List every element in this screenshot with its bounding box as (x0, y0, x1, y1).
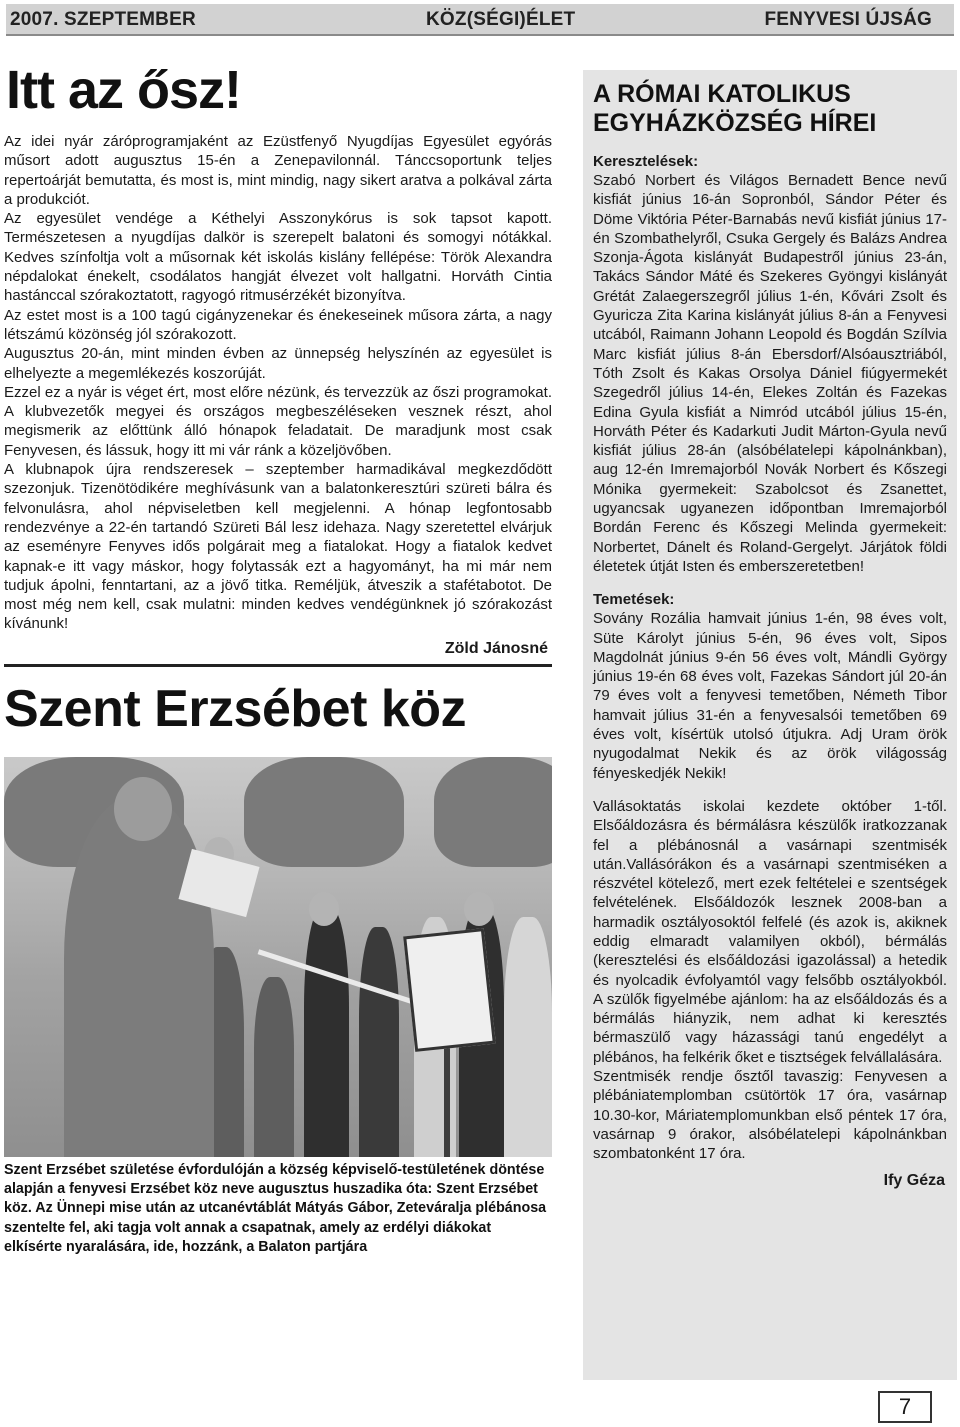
article-paragraph: Az estet most is a 100 tagú cigányzenekar és énekeseinek műsora zárta, a nagy létszámú közönség jól szórakozott. (4, 306, 552, 343)
article-paragraph: Ezzel ez a nyár is véget ért, most előre nézünk, és tervezzük az őszi programokat. A klubvezetők megyei és országos megbeszéléseken vesznek részt, ahol megismerik az előttünk álló hónapok feladatait. De maradjunk most csak Fenyvesen, és lássuk, hogy itt mi vár ránk a közeljövőben. (4, 383, 552, 459)
photo-person (254, 977, 294, 1157)
page-number: 7 (878, 1391, 932, 1423)
page-header (6, 4, 954, 36)
left-column (4, 50, 552, 1257)
parish-news-sidebar (583, 70, 957, 1380)
photo-head (309, 892, 339, 926)
funerals-text: Sovány Rozália hamvait június 1-én, 98 éves volt, Süte Károlyt június 5-én, 96 éves volt, Sipos Magdolnát június 9-én 56 éves volt, Mándli György június 19-én 68 éves volt, Fazekas Sándort júl 20-án 79 éves volt a fenyvesi temetőben, Németh Tibor hamvait július 31-én a fenyvesalsói temetőben 69 éves volt, kísértük utolsó útjukra. Adj Uram örök nyugodalmat Nekik és az örök világosság fényeskedjék Nekik! (593, 610, 947, 782)
ceremony-photo (4, 757, 552, 1157)
header-date: 2007. SZEPTEMBER (10, 9, 196, 30)
funerals-heading: Temetések: (593, 591, 675, 609)
photo-head (114, 777, 172, 841)
baptisms-heading: Keresztelések: (593, 153, 699, 170)
photo-caption: Szent Erzsébet születése évfordulóján a község képviselő-testületének döntése alapján a fenyvesi Erzsébet köz neve augusztus huszadika óta: Szent Erzsébet köz. Az Ünnepi mise után az utcanévtáblát Mátyás Gábor, Zeteváralja plébánosa szentelte fel, aki tagja volt annak a csapatnak, amely az erdélyi diákokat elkísérte nyaralására, ide, hozzánk, a Balaton partjára (4, 1161, 547, 1255)
sidebar-title: A RÓMAI KATOLIKUS EGYHÁZKÖZSÉG HÍREI (593, 80, 877, 137)
spacer (583, 576, 957, 590)
photo-sign-post (444, 1037, 450, 1157)
header-section: KÖZ(SÉGI)ÉLET (426, 9, 576, 30)
article-signature: Zöld Jánosné (444, 639, 548, 657)
article-paragraph: Az egyesület vendége a Kéthelyi Asszonykórus is sok tapsot kapott. Természetesen a nyugdíjas dalkör is szerepelt balatoni és somogyi nótákkal. Kedves színfoltja volt a műsornak két iskolás kislány fellépése: Török Alexandra népdalokat énekelt, csodálatos hangját élvezet volt hallgatni. Horváth Cintia hastánccal szórakoztatott, ragyogó ritmusérzékét bizonyítva. (4, 210, 552, 305)
article-paragraph: Augusztus 20-án, mint minden évben az ünnepség helyszínén az egyesület is elhelyezte a megemlékezés koszorúját. (4, 345, 552, 382)
photo-person (304, 907, 349, 1157)
article-paragraph: Az idei nyár záróprogramjaként az Ezüstfenyő Nyugdíjas Egyesület egyórás műsort adott augusztus 15-én a Zenepavilonnál. Tánccsoportunk teljes repertoárját bemutatta, és most is, mint mindig, nagy sikert aratva a polkával zárta a produkciót. (4, 133, 552, 208)
education-text: Vallásoktatás iskolai kezdete október 1-től. Elsőáldozásra és bérmálásra készülők iratkozzanak fel a plébánosnál a vasárnapi szentmisék után.Vallásórákon és a vasárnapi szentmiséken a részvétel kötelező, mert ezek feltételei e szentségek felvételének. Elsőáldozók lesznek 2008-ban a harmadik osztályosoktól felfelé (és azok is, akiknek eddig elmaradt valamilyen okból), bérmálás (keresztelési és elsőáldozási igazolással) a hetedik és nyolcadik évfolyamtól vagy felsőbb osztályokból. A szülők figyelmébe ajánlom: ha az elsőáldozás és a bérmálás hiányzik, nem adhat ki keresztés bérmaszülő vagy házassági tanú engedélyt a plébános, ha felkérik őket e tisztségek felvállalására. (593, 797, 947, 1066)
mass-schedule-text: Szentmisék rendje ősztől tavaszig: Fenyvesen a plébániatemplomban csütörtök 17 óra, vasárnap 10.30-kor, Máriatemplomunkban első péntek 17 óra, vasárnap 9 órakor, alsóbélatelepi kápolnánkban szombatonként 17 óra. (593, 1068, 947, 1163)
photo-person (504, 917, 552, 1157)
article-paragraph: A klubnapok újra rendszeresek – szeptember harmadikával megkezdődött szezonjuk. Tizenötödikére meghívásunk van a balatonkeresztúri szüreti bálra és felvonulásra, ahol népviseletben kell megjelenni. A hónap legfontosabb rendezvénye a 22-én tartandó Szüreti Bál lesz idehaza. Nagy szeretettel elvárjuk az eseményre Fenyves idős polgárait meg a fiatalokat. Hogy a fiatalok kedvet kapnak-e itt vagy máskor, hogy folytassák ezt a hagyományt, ha mi már nem tudjuk ápolni, fenntartani, az a jövő titka. Reméljük, átveszik a stafétabotot. De most még nem kell, csak mulatni: minden kedves vendégünknek jó szórakozást kívánunk! (4, 461, 552, 633)
photo-person (359, 927, 399, 1157)
photo-street-sign (403, 928, 496, 1052)
spacer (583, 783, 957, 797)
photo-tree (244, 757, 404, 867)
article2-title: Szent Erzsébet köz (4, 679, 467, 738)
baptisms-text: Szabó Norbert és Világos Bernadett Bence nevű kisfiát június 16-án Sopronból, Sándor Péter és Döme Viktória Péter-Barnabás nevű kisfiát június 17-én Szombathelyről, Csuka Gergely és Balázs Andrea Szonja-Ágota kislányát Budapestről június 23-án, Takács Sándor Máté és Szekeres Gyöngyi kislányát Grétát Zalaegerszegről július 1-én, Kővári Zsolt és Gyuricza Zita Karina kislányát július 8-án a Fenyvesi utcából, Raimann Johann Leopold és Bogdán Szílvia Marc kisfiát július 8-án Ebersdorf/Alsóausztriából, Tóth Zsolt és Kakas Orsolya Dániel fiúgyermekét Szegedről július 14-én, Elekes Zoltán és Fazekas Edina Gyula kisfiát a Nimród utcából július 15-én, Horváth Péter és Kadarkuti Judit Márton-Gyula nevű kisfiát július 28-án (alsóbélatelepi kápolnánkban), aug 12-én Imremajorból Novák Norbert és Kőszegi Mónika gyermekeit: Szabolcsot és Zsanettet, ugyancsak ugyanezen időpontban Imremajorból Bordán Ferenc és Kőszegi Melinda gyermekeit: Norbertet, Dánelt és Roland-Gergelyt. Járjátok földi életetek útját Isten és emberszeretetben! (593, 172, 947, 575)
divider (4, 664, 552, 667)
article-body (4, 132, 552, 634)
sidebar-signature: Ify Géza (883, 1171, 945, 1189)
article-title: Itt az ősz! (6, 60, 242, 120)
header-publication: FENYVESI ÚJSÁG (764, 9, 932, 30)
photo-head (464, 892, 494, 926)
photo-tree (434, 757, 552, 867)
